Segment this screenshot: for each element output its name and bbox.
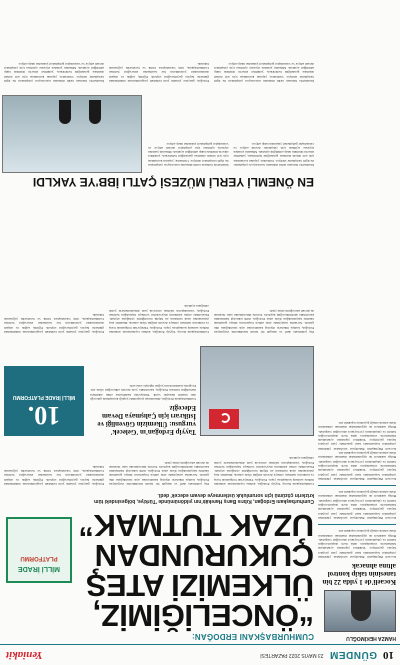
divider xyxy=(318,485,396,486)
second-story-col-1: Dış politikada aktif ve dengeli bir tutum izlediklerini vurgulayan Erdoğan, komşu ülkelerle diyalog kanallarının açık tutulduğunu dile getirdi. Savunma sanayiinde elde edilen başarıların dünya genelinde takdirle karşılandığını ifade eden Erdoğan, milli teknoloji hamlesinin kararlılıkla sürdürüleceğini kaydetti. Terörle mücadelenin sınır ötesinde de devam edeceğinin altını çizdi. xyxy=(214,308,314,334)
anniversary-badge xyxy=(4,366,84,436)
person-figure xyxy=(89,100,101,124)
anniversary-number: 10. xyxy=(27,401,61,430)
body-column-2: Dış politikada aktif ve dengeli bir tutum izlediklerini vurgulayan Erdoğan, komşu ülkelerle diyalog kanallarının açık tutulduğunu dile getirdi. Savunma sanayiinde elde edilen başarıların dünya genelinde takdirle karşılandığını ifade eden Erdoğan, milli teknoloji hamlesinin kararlılıkla sürdürüleceğini kaydetti. Terörle mücadelenin sınır ötesinde de devam edeceğinin altını çizdi. xyxy=(109,460,209,486)
body-column-1: Cumhurbaşkanı Recep Tayyip Erdoğan, kabine toplantısının ardından millete sesleniş konuşması yaptı. Erdoğan, Türkiye'nin bölgesinde barış ve istikrarın teminatı olmaya devam ettiğini ifade ederek, ülkemizi ateş çukurundan uzak tutmanın en büyük önceliğimiz olduğunu söyledi. Ekonomide atılan adımların meyvelerini vermeye başladığını belirten Erdoğan, vatandaşların refahını artıracak yeni düzenlemelerin yolda olduğunu açıkladı. xyxy=(214,456,314,486)
column-body-continued: Kocaeli Büyükşehir Belediyesi tarafından yürütülen çalışmalar kapsamında kent genelinde yeni projeler hayata geçiriliyor. Yetkililer yaptıkları açıklamada hizmetlerin vatandaşlara daha hızlı ulaştırılacağını belirtti ve çalışmaların yıl boyunca süreceğini vurguladı. Bölge sakinleri de uygulamadan memnun olduklarını ifade ederek emeği geçenlere teşekkür etti. xyxy=(318,490,396,520)
lower-headline: EN ÖNEMLİ YERLİ MÜZESİ ÇATLI İBB'YE YAKLDI xyxy=(32,175,314,189)
lower-story-col-1: İstanbul'da bulunan tarihi müzenin restorasyon çalışmaları ile ilgili tartışmalar sürüyor. Uzmanlar, yapının korunması için acil önlem alınması gerektiğini belirtirken, yetkililer sürecin titizlikle takip edildiğini açıkladı. Müzenin yeniden ziyarete açılması için çalışmalar devam ediyor ve vatandaşlar gelişmeleri yakından takip ediyor. xyxy=(233,141,314,167)
second-story-columns xyxy=(4,304,314,334)
bottom-col-1: İstanbul'da bulunan tarihi müzenin restorasyon çalışmaları ile ilgili tartışmalar sürüyor. Uzmanlar, yapının korunması için acil önlem alınması gerektiğini belirtirken, yetkililer sürecin titizlikle takip edildiğini açıkladı. Müzenin yeniden ziyarete açılması için çalışmalar devam ediyor ve vatandaşlar gelişmeleri yakından takip ediyor. xyxy=(214,61,314,83)
issue-date: 23 MAYIS 2022 PAZARTESİ xyxy=(260,652,324,658)
column-body-continued-2: Kocaeli Büyükşehir Belediyesi tarafından yürütülen çalışmalar kapsamında kent genelinde yeni projeler hayata geçiriliyor. Yetkililer yaptıkları açıklamada hizmetlerin vatandaşlara daha hızlı ulaştırılacağını belirtti ve çalışmaların yıl boyunca süreceğini vurguladı. Bölge sakinleri de uygulamadan memnun olduklarını ifade ederek emeği geçenlere teşekkür etti. xyxy=(318,451,396,481)
person-figure xyxy=(59,100,71,124)
column-headline: Kocaeli'de 1 yılda 22 bin tanesinin takip kontrol altına alınacak xyxy=(322,562,396,586)
story-kicker: CUMHURBAŞKANI ERDOĞAN: xyxy=(191,632,314,641)
bottom-columns xyxy=(4,62,314,83)
lower-story-col-2: İstanbul'da bulunan tarihi müzenin restorasyon çalışmaları ile ilgili tartışmalar sürüyor. Uzmanlar, yapının korunması için acil önlem alınması gerektiğini belirtirken, yetkililer sürecin titizlikle takip edildiğini açıkladı. Müzenin yeniden ziyarete açılması için çalışmalar devam ediyor ve vatandaşlar gelişmeleri yakından takip ediyor. xyxy=(148,141,229,167)
logo-text-line2: PLATFORMU xyxy=(20,555,58,561)
divider xyxy=(318,524,396,525)
platform-logo xyxy=(6,517,72,583)
column-body: Kocaeli Büyükşehir Belediyesi tarafından yürütülen çalışmalar kapsamında kent genelinde yeni projeler hayata geçiriliyor. Yetkililer yaptıkları açıklamada hizmetlerin vatandaşlara daha hızlı ulaştırılacağını belirtti ve çalışmaların yıl boyunca süreceğini vurguladı. Bölge sakinleri de uygulamadan memnun olduklarını ifade ederek emeği geçenlere teşekkür etti. xyxy=(318,529,396,559)
left-column xyxy=(318,4,396,641)
page-number: 10 xyxy=(383,649,394,661)
story-photo xyxy=(200,346,314,436)
second-story-text xyxy=(90,384,196,436)
bottom-col-2: Erdoğan, gençlere yönelik yeni istihdam programlarının önümüzdeki günlerde hayata geçirileceğini söyledi. Eğitim, sağlık ve ulaşım alanlarındaki yatırımların hız kesmeden süreceğini belirten Cumhurbaşkanı, tüm vatandaşlara birlik ve beraberlik çağrısında bulundu. xyxy=(109,61,209,83)
newspaper-logo: Yeniakit xyxy=(6,649,43,661)
second-story-headline: Tayyip Erdoğan'ın 'Gelecek' vurgusu: Ülkemizin Güvenliği ve İstikrarı için Çalışmaya Devam Edeceğiz xyxy=(97,404,196,436)
person-figure xyxy=(351,591,371,621)
anniversary-text: MİLLİ İRADE PLATFORMU xyxy=(12,394,76,400)
main-body-columns xyxy=(4,456,314,486)
bottom-col-3: İstanbul'da bulunan tarihi müzenin restorasyon çalışmaları ile ilgili tartışmalar sürüyor. Uzmanlar, yapının korunması için acil önlem alınması gerektiğini belirtirken, yetkililer sürecin titizlikle takip edildiğini açıkladı. Müzenin yeniden ziyarete açılması için çalışmalar devam ediyor ve vatandaşlar gelişmeleri yakından takip ediyor. xyxy=(4,61,104,83)
museum-photo xyxy=(2,95,142,173)
author-photo xyxy=(324,590,396,632)
main-story-area xyxy=(4,4,314,641)
main-headline: “ÖNCELİĞİMİZ, ÜLKEMİZİ ATEŞ ÇUKURUNDAN UZAK TUTMAK” xyxy=(78,508,314,633)
main-subhead: Cumhurbaşkanı Erdoğan, Kıbrıs Barış Harekâtı'nın yıldönümünde 'Türkiye, bölgesindeki tüm krizlerin çözümü için sorumluluk üstlenmeye devam edecek' dedi. xyxy=(94,492,314,504)
second-story-col-2: Cumhurbaşkanı Recep Tayyip Erdoğan, kabine toplantısının ardından millete sesleniş konuşması yaptı. Erdoğan, Türkiye'nin bölgesinde barış ve istikrarın teminatı olmaya devam ettiğini ifade ederek, ülkemizi ateş çukurundan uzak tutmanın en büyük önceliğimiz olduğunu söyledi. Ekonomide atılan adımların meyvelerini vermeye başladığını belirten Erdoğan, vatandaşların refahını artıracak yeni düzenlemelerin yolda olduğunu açıkladı. xyxy=(109,304,209,334)
second-story-body: Cumhurbaşkanı Erdoğan, düzenlenen programda yaptığı konuşmada geleceğe dair önemli mesajlar verdi. Türkiye'nin hedeflerine emin adımlarla ilerlediğini belirten Erdoğan, kararlılıkla yola devam edileceğini ifade etti. Program, katılımcıların yoğun ilgisiyle sona erdi. xyxy=(90,384,196,401)
second-story-col-3: Erdoğan, gençlere yönelik yeni istihdam programlarının önümüzdeki günlerde hayata geçirileceğini söyledi. Eğitim, sağlık ve ulaşım alanlarındaki yatırımların hız kesmeden süreceğini belirten Cumhurbaşkanı, tüm vatandaşlara birlik ve beraberlik çağrısında bulundu. xyxy=(4,312,104,334)
page-header xyxy=(0,644,400,665)
section-label: GÜNDEM xyxy=(329,649,377,661)
turkish-flag-icon xyxy=(209,409,239,429)
logo-text-line1: MİLLİ İRADE xyxy=(18,565,60,572)
column-author: HAMZA HEKİMOĞLU xyxy=(346,635,396,641)
body-column-3: Erdoğan, gençlere yönelik yeni istihdam programlarının önümüzdeki günlerde hayata geçirileceğini söyledi. Eğitim, sağlık ve ulaşım alanlarındaki yatırımların hız kesmeden süreceğini belirten Cumhurbaşkanı, tüm vatandaşlara birlik ve beraberlik çağrısında bulundu. xyxy=(4,464,104,486)
column-body-continued-3: Kocaeli Büyükşehir Belediyesi tarafından yürütülen çalışmalar kapsamında kent genelinde yeni projeler hayata geçiriliyor. Yetkililer yaptıkları açıklamada hizmetlerin vatandaşlara daha hızlı ulaştırılacağını belirtti ve çalışmaların yıl boyunca süreceğini vurguladı. Bölge sakinleri de uygulamadan memnun olduklarını ifade ederek emeği geçenlere teşekkür etti. xyxy=(318,420,396,451)
lower-story-columns xyxy=(148,141,314,167)
